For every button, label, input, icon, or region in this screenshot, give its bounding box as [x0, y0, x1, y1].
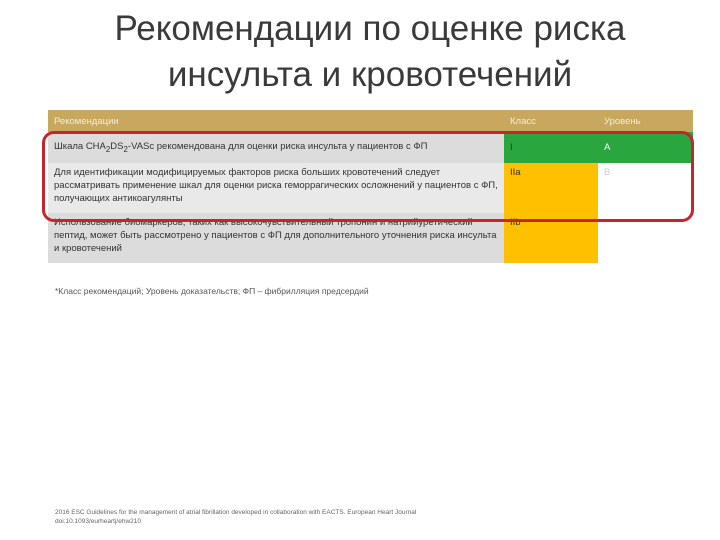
header-recommendations: Рекомендации	[48, 110, 504, 132]
cha2ds2-suffix: -VASc рекомендована для оценки риска инсульта у пациентов с ФП	[127, 140, 428, 152]
title-line-1: Рекомендации по оценке риска	[114, 9, 626, 48]
source-citation: 2016 ESC Guidelines for the management of atrial fibrillation developed in collaboration with EACTS. European Heart Journal doi:10.1093/eurheartj/ehw210	[55, 509, 417, 525]
subscript-2: 2	[123, 144, 128, 154]
class-cell: IIa	[504, 163, 598, 213]
class-cell: I	[504, 132, 598, 163]
level-cell: A	[598, 132, 693, 163]
header-class: Класс	[504, 110, 598, 132]
slide-title	[60, 6, 680, 98]
cha2ds2-prefix: Шкала CHA	[54, 140, 106, 152]
recommendation-cell: Для идентификации модифицируемых факторов риска больших кровотечений следует рассматривать применение шкал для оценки риска геморрагических осложнений у пациентов с ФП, получающих антикоагулянты	[48, 163, 504, 213]
footnote: *Класс рекомендаций; Уровень доказательств; ФП – фибрилляция предсердий	[55, 286, 369, 296]
highlight-outline	[42, 131, 694, 222]
title-line-2: инсульта и кровотечений	[167, 55, 573, 94]
subscript-2: 2	[105, 144, 111, 154]
recommendation-cell: Использование биомаркеров, таких как высокочувствительный тропонин и натрийуретический пептид, может быть рассмотрено у пациентов с ФП для дополнительного уточнения риска инсульта и кровотечений	[48, 213, 504, 263]
table-header-row	[48, 110, 693, 132]
header-level: Уровень	[598, 110, 693, 132]
class-cell: IIb	[504, 213, 598, 263]
cha2ds2-mid: DS	[110, 140, 124, 152]
level-cell: B	[598, 163, 693, 213]
